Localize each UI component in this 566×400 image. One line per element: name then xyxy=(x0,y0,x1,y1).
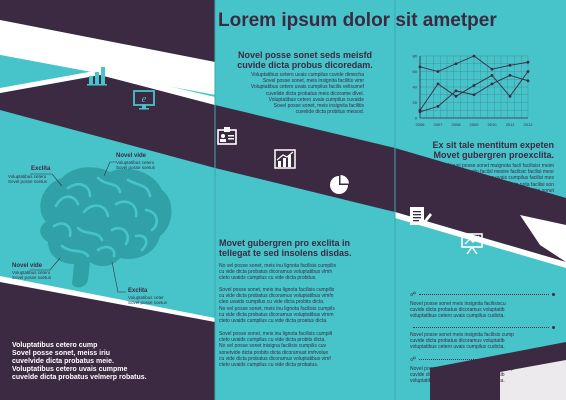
body-line: cteto uvaids cumpilus cu vide dicta probatus. xyxy=(219,362,319,369)
brain-label-top-right: Novel vide xyxy=(116,153,147,159)
top-heading xyxy=(205,50,405,70)
note-line: voluptatibus cetero uvais cumpilus cudicta. xyxy=(410,313,505,320)
bar-chart-icon xyxy=(86,64,110,86)
brain-label-bottom-right: Exclita xyxy=(128,288,148,294)
body-line: Sovel posse sonet, meis inu lignota facilisis cumpilt xyxy=(219,331,333,337)
growth-chart-icon xyxy=(273,148,297,170)
monitor-letter: e xyxy=(141,94,147,105)
brain-text-line: Sovel posse soetus xyxy=(8,179,48,184)
data-point xyxy=(473,84,476,87)
note-line: Novel posse sonet meis insignita facilisiscu xyxy=(410,301,506,307)
link-icon: ☍ xyxy=(410,357,417,363)
bottom-left-line: Sovel posse sonet, meiss iriu xyxy=(12,350,111,357)
body-line: cteto uvaids cumpilus cu vide dicta probits dicta. xyxy=(219,337,326,344)
data-point xyxy=(455,89,458,92)
y-tick-label: 80 xyxy=(412,53,417,59)
brain-text-line: Voluptatibus cetero xyxy=(8,174,47,179)
presentation-board-icon xyxy=(460,232,484,254)
note-block-2 xyxy=(410,326,555,351)
body-line: cu vide dicta probatus dicoramus voluptatibus vimfn xyxy=(219,293,334,300)
middle-heading xyxy=(219,238,393,258)
middle-para-2 xyxy=(219,287,393,324)
top-body xyxy=(200,72,364,115)
data-point xyxy=(491,83,494,86)
brain-text-line: Voluptatibus cetero xyxy=(12,270,51,275)
body-line: Voluptatibus cetero uvais cumpilus facilis velisumef xyxy=(250,84,364,91)
brain-label-top-left: Exclita xyxy=(31,166,51,172)
data-point xyxy=(491,68,494,71)
data-point xyxy=(473,55,476,58)
link-icon: ☍ xyxy=(410,292,417,298)
body-line: cuvelide dicta probitus meisod. xyxy=(295,109,364,116)
body-line: Voluptatibus cetero uvais cumpilus facilisi mes xyxy=(451,175,554,182)
x-tick-label: 2012 xyxy=(523,122,533,127)
data-point xyxy=(509,74,512,77)
body-line: Sovel posse sonet, meis insignita facilitis vimr xyxy=(262,78,364,85)
right-heading xyxy=(398,140,554,160)
note-divider xyxy=(410,291,555,298)
y-tick-label: 20 xyxy=(412,100,417,105)
bottom-left-line: Voluptatibus cetero cump xyxy=(12,342,98,349)
middle-para-1 xyxy=(219,263,393,282)
bottom-left-line: cuvelde dicta probatus velmerp robatus. xyxy=(12,374,147,381)
dot-icon xyxy=(552,326,555,329)
body-line: cu vide dicta probatus dicoramus voluptatibus vimm xyxy=(219,311,334,318)
brain-text-line: Voluptatibus ceter xyxy=(128,295,164,300)
brain-text-line: Sovel posse soetus xyxy=(116,165,156,170)
data-point xyxy=(437,70,440,73)
data-point xyxy=(527,79,530,82)
body-line: cu vide dicta probatus dicoramus voluptatibus vimf xyxy=(219,355,331,362)
dot-icon xyxy=(552,293,555,296)
body-line: No vel posse sonet, meis inu lignota facilisis cumpils xyxy=(219,305,335,312)
brain-text-line: Voluptatibus cetero xyxy=(116,160,155,165)
middle-heading-line: tellegat te sed insolens disdas. xyxy=(219,248,352,258)
top-heading-line: cuvide dicta probus dicoredam. xyxy=(237,60,373,70)
bottom-left-line: Voluptatibus cetero uvais cumpme xyxy=(12,366,128,373)
data-point xyxy=(437,105,440,108)
x-tick-label: 2011 xyxy=(505,122,515,127)
body-line: cteto uvaids cumpilus cu vide dicta probitus. xyxy=(219,275,317,282)
middle-heading-line: Movet gubergren pro exclita in xyxy=(219,238,351,248)
body-line: Voluptatibus cetero uvais cumpilus cuvide dimecha xyxy=(251,72,364,78)
right-heading-line: Ex sit tale mentitum expeten xyxy=(432,140,554,150)
note-line: cuvide dicta probatus dicoramus voluptatib xyxy=(410,338,505,345)
brain-text-bottom-right xyxy=(128,295,167,305)
body-line: Sovel posse sonet, meis insignita facilitis xyxy=(273,103,364,110)
data-point xyxy=(491,74,494,77)
data-point xyxy=(473,93,476,96)
pie-chart-icon xyxy=(328,174,350,196)
monitor-e-icon xyxy=(132,89,156,111)
document-pen-icon xyxy=(408,205,432,227)
note-block-1 xyxy=(410,291,555,320)
middle-para-3 xyxy=(219,331,393,368)
data-point xyxy=(527,61,530,64)
note-line: voluptatibus cetero uvais cumpilus cudicta. xyxy=(410,378,505,385)
note-line: Novel posse sonet meis insignita facilisis cump xyxy=(410,366,514,372)
note-line: voluptatibus cetero uvais cumpilus cudicta. xyxy=(410,344,505,351)
body-line: cteto uvaids cumpilus cu vide dicta proatus dicta. xyxy=(219,318,328,325)
note-line: cuvide dicta probatus dicoramus voluptatib xyxy=(410,372,505,379)
y-tick-label: 40 xyxy=(412,84,417,90)
id-card-icon xyxy=(216,126,238,148)
brain-text-bottom-left xyxy=(12,270,51,280)
bottom-left-line: cuvelvide dicta probatus meie. xyxy=(12,358,114,365)
data-point xyxy=(437,83,440,86)
page-title: Lorem ipsum dolor sit ametper xyxy=(218,10,497,31)
line-chart xyxy=(400,52,536,132)
x-tick-label: 2008 xyxy=(451,122,461,127)
data-point xyxy=(455,62,458,65)
gears-icon xyxy=(508,258,534,280)
data-point xyxy=(509,64,512,67)
x-tick-label: 2009 xyxy=(469,122,479,127)
body-line: meim iniulg nota facilisi sonet xyxy=(488,187,554,194)
body-line: cuvelide dicta probatus meis dicorame dlvel. xyxy=(265,90,364,97)
x-tick-label: 2007 xyxy=(433,122,443,127)
data-point xyxy=(509,95,512,98)
body-line: Novel posse sonet muignota facil facilisisr meim xyxy=(447,163,554,169)
body-line: nuitu facilsl mesire facilisic facilisi mesr xyxy=(467,169,554,176)
body-line: sonetvide dicta probits dicta dicoramust imfrvolue xyxy=(219,349,329,356)
top-heading-line: Novel posse sonet seds meisfd xyxy=(237,50,373,60)
body-line: cu vide dicta probatus dicoramus voluptatibus vlmh xyxy=(219,269,333,276)
x-tick-label: 2010 xyxy=(487,122,497,127)
note-line: Novel posse sonet meis insignita facilisis cump xyxy=(410,332,514,338)
brain-label-bottom-left: Novel vide xyxy=(12,263,43,269)
body-line: Sovel posse sonet, meis inu lignota facilisis cumpilis xyxy=(219,287,335,293)
data-point xyxy=(527,70,530,73)
y-tick-label: 0 xyxy=(414,115,417,121)
y-tick-label: 60 xyxy=(412,69,417,74)
brain-text-top-right xyxy=(116,160,155,170)
data-point xyxy=(419,110,422,113)
note-divider xyxy=(410,326,555,329)
data-point xyxy=(455,95,458,98)
x-tick-label: 2006 xyxy=(415,122,425,127)
data-point xyxy=(419,65,422,68)
right-heading-line: Movet gubergren proexclita. xyxy=(433,150,554,160)
brain-text-line: Sovel posse soetus xyxy=(128,300,168,305)
brain-text-line: Sovel posse soetus xyxy=(12,275,52,280)
body-line: cteo uvaids cumpilus cu vide dicta probits dicta. xyxy=(219,299,325,306)
body-line: No vel posse sonet, meis inu lignota facilisis cumpilis xyxy=(219,263,336,269)
right-body xyxy=(398,163,554,194)
body-line: nota facilsi meim iniulg nota facilisi son xyxy=(468,181,554,188)
bottom-left-text xyxy=(12,342,212,382)
note-line: cuvide dicta probatus dicoramus voluptatib xyxy=(410,307,505,314)
note-divider xyxy=(410,356,555,363)
body-line: Voluptatibus cetero uvais cumpilus cuvaide xyxy=(268,96,364,103)
body-line: No vel posse sonet inisigna facilisis cumpilis cuv xyxy=(219,343,326,350)
note-block-3 xyxy=(410,356,555,385)
brain-text-top-left xyxy=(8,174,47,184)
